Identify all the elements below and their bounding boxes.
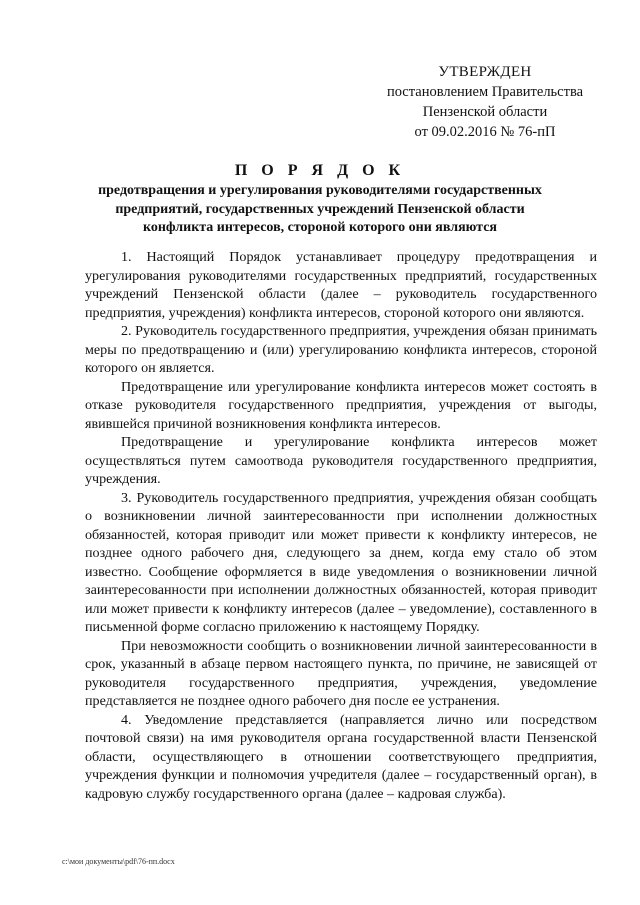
paragraph-4: Предотвращение и урегулирование конфликта интересов может осуществляться путем самоотвода руководителя государственного предприятия, учреждения.	[85, 434, 597, 487]
paragraph-1: 1. Настоящий Порядок устанавливает процедуру предотвращения и урегулирования руководителями государственных предприятий, государственных учреждений Пензенской области (далее – руководитель государственного предприятия, учреждения) конфликта интересов, стороной которого они являются.	[85, 249, 597, 321]
document-body	[85, 248, 597, 803]
approval-line-3: от 09.02.2016 № 76-пП	[414, 124, 556, 140]
title-word: П О Р Я Д О К	[234, 162, 406, 179]
approval-line-2: Пензенской области	[422, 104, 548, 120]
file-path-footer: c:\мои документы\pdf\76-пп.docx	[62, 857, 175, 866]
title-line-2: предприятий, государственных учреждений Пензенской области	[115, 201, 525, 217]
paragraph-6: При невозможности сообщить о возникновении личной заинтересованности в срок, указанный в абзаце первом настоящего пункта, по причине, не зависящей от руководителя государственного предприятия, учреждения, уведомление представляется не позднее одного рабочего дня после ее устранения.	[85, 637, 597, 709]
document-title	[60, 160, 580, 238]
paragraph-5: 3. Руководитель государственного предприятия, учреждения обязан сообщать о возникновении личной заинтересованности при исполнении должностных обязанностей, которая приводит или может привести к конфликту интересов, не позднее одного рабочего дня, следующего за днем, когда ему стало об этом известно. Сообщение оформляется в виде уведомления о возникновении личной заинтересованности при исполнении должностных обязанностей, которая приводит или может привести к конфликту интересов (далее – уведомление), составленного в письменной форме согласно приложению к настоящему Порядку.	[85, 489, 597, 635]
approval-stamp	[360, 62, 610, 142]
title-line-1: предотвращения и урегулирования руководителями государственных	[98, 183, 542, 198]
title-line-3: конфликта интересов, стороной которого они являются	[142, 220, 497, 235]
approval-title: УТВЕРЖДЕН	[438, 64, 532, 80]
paragraph-7: 4. Уведомление представляется (направляется лично или посредством почтовой связи) на имя руководителя органа государственной власти Пензенской области, осуществляющего в отношении соответствующего предприятия, учреждения функции и полномочия учредителя (далее – государственный орган), в кадровую службу государственного органа (далее – кадровая служба).	[85, 711, 597, 802]
paragraph-3: Предотвращение или урегулирование конфликта интересов может состоять в отказе руководителя государственного предприятия, учреждения от выгоды, явившейся причиной возникновения конфликта интересов.	[85, 378, 597, 432]
approval-line-1: постановлением Правительства	[386, 84, 584, 100]
paragraph-2: 2. Руководитель государственного предприятия, учреждения обязан принимать меры по предотвращению и (или) урегулированию конфликта интересов, стороной которого он является.	[85, 323, 597, 376]
